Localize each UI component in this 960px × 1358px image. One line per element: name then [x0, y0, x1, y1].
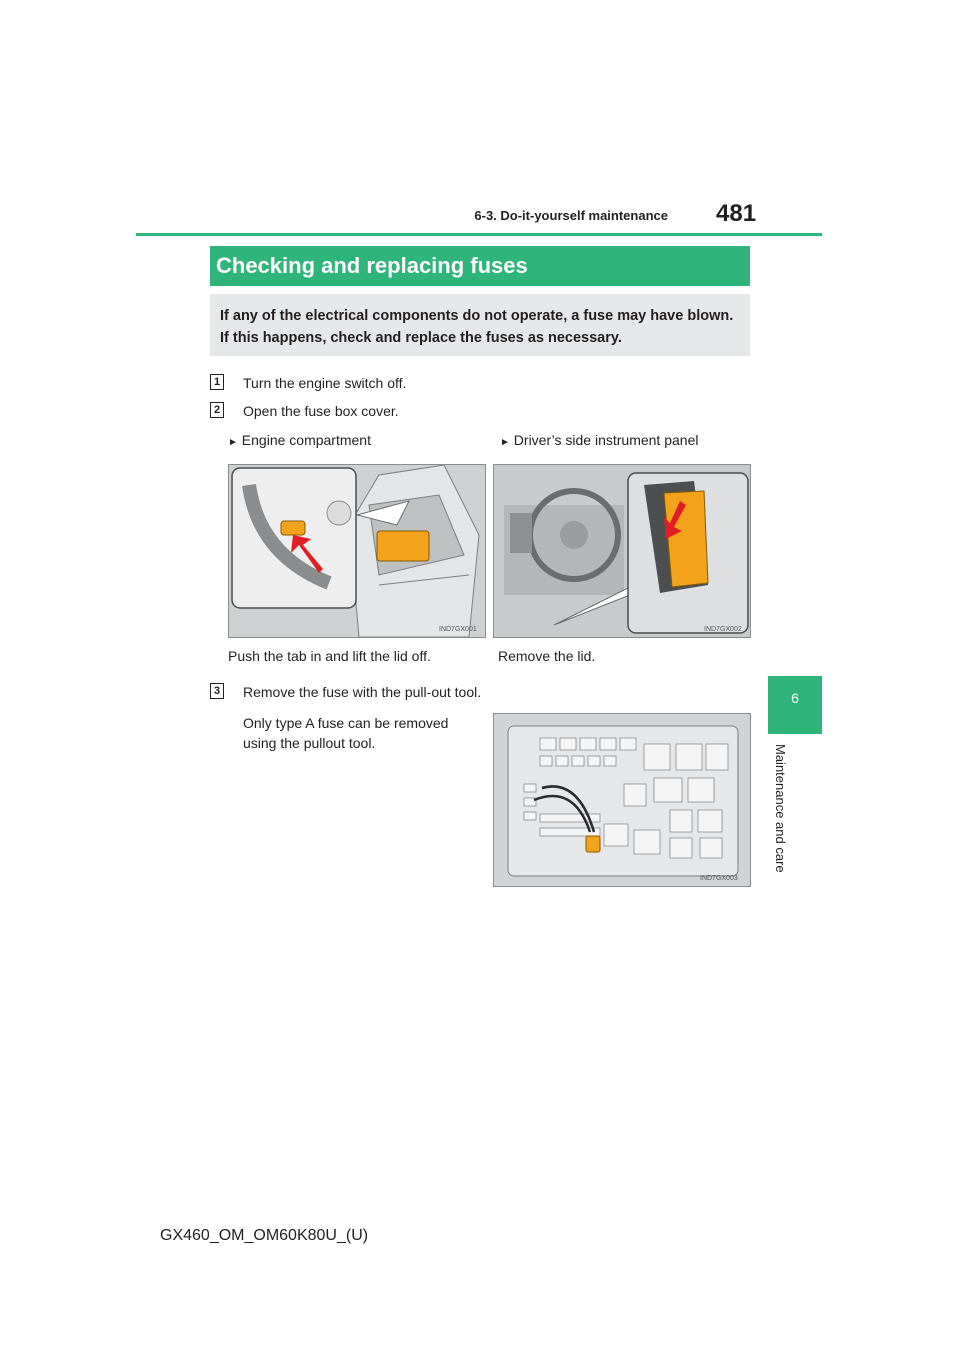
- section-title: Checking and replacing fuses: [210, 246, 750, 286]
- manual-code: GX460_OM_OM60K80U_(U): [160, 1227, 369, 1244]
- panel-heading: ► Driver’s side instrument panel: [500, 432, 699, 448]
- page-number: 481: [716, 200, 757, 227]
- engine-compartment-figure: [228, 464, 486, 638]
- fuse-note: Only type A fuse can be removed using the pullout tool.: [243, 715, 449, 751]
- instrument-panel-figure: [493, 464, 751, 638]
- figure-code: IND7GX001: [439, 626, 477, 633]
- triangle-bullet-icon: ►: [500, 437, 510, 448]
- step-badge-3: 3: [210, 683, 224, 699]
- step-text-2: Open the fuse box cover.: [243, 403, 399, 419]
- triangle-bullet-icon: ►: [228, 437, 238, 448]
- engine-caption: Push the tab in and lift the lid off.: [228, 648, 431, 664]
- engine-compartment-illustration: [229, 465, 485, 637]
- step-badge-1: 1: [210, 374, 224, 390]
- instrument-panel-illustration: [494, 465, 750, 637]
- chapter-number: 6: [791, 690, 799, 706]
- fuse-box-illustration: [494, 714, 750, 886]
- figure-code: IND7GX003: [700, 875, 738, 882]
- step-text-3: Remove the fuse with the pull-out tool.: [243, 684, 482, 700]
- figure-code: IND7GX002: [704, 626, 742, 633]
- fuse-box-figure: [493, 713, 751, 887]
- panel-caption: Remove the lid.: [498, 648, 596, 664]
- step-text-1: Turn the engine switch off.: [243, 375, 407, 391]
- step-badge-2: 2: [210, 402, 224, 418]
- header-section-title: 6-3. Do-it-yourself maintenance: [474, 208, 668, 223]
- chapter-label: Maintenance and care: [773, 744, 788, 873]
- intro-box: If any of the electrical components do not operate, a fuse may have blown. If this happens, check and replace the fuses as necessary.: [210, 294, 750, 356]
- header-rule: [136, 233, 822, 236]
- engine-heading: ► Engine compartment: [228, 432, 371, 448]
